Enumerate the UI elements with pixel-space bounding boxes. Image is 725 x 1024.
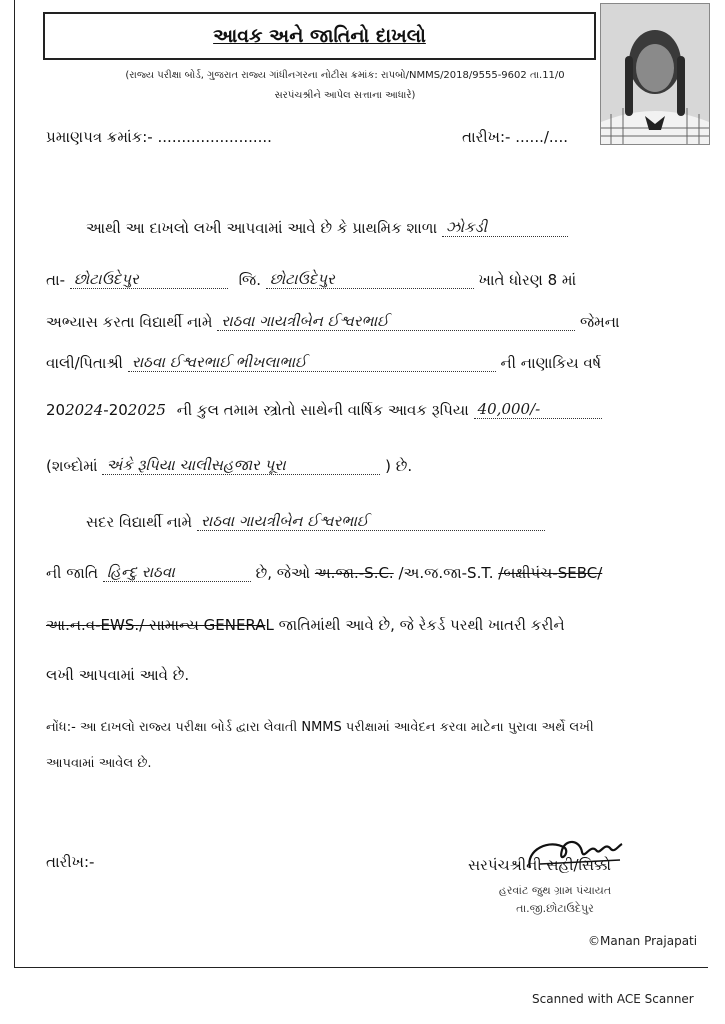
sarpanch-sign-label: સરપંચશ્રીની સહી/સિક્કો — [468, 856, 612, 874]
page-title: આવક અને જાતિનો દાખલો — [213, 25, 426, 47]
watermark-credit: ©Manan Prajapati — [588, 934, 698, 948]
scanner-label: Scanned with ACE Scanner — [532, 992, 694, 1006]
body-line-1 — [86, 218, 568, 237]
certificate-number-row — [46, 128, 272, 146]
student-name2-field: રાઠવા ગાયત્રીબેન ઈશ્વરભાઈ — [197, 512, 545, 531]
line1-text: આથી આ દાખલો લખી આપવામાં આવે છે કે પ્રાથમિક શાળા — [86, 219, 438, 237]
category-st: /અ.જ.જા-S.T. — [398, 564, 494, 582]
body-line-5 — [46, 400, 602, 419]
title-box — [43, 12, 596, 60]
body-line-8 — [46, 616, 565, 634]
income-amount-field: 40,000/- — [474, 400, 602, 419]
district-field: છોટાઉદેપુર — [266, 270, 474, 289]
body-line-words — [46, 456, 412, 475]
certificate-date-row — [462, 128, 568, 146]
line3-text: અભ્યાસ કરતા વિદ્યાર્થી નામે — [46, 313, 213, 331]
year-prefix-b: -20 — [103, 401, 128, 419]
footer-date-label: તારીખ:- — [46, 853, 95, 871]
guardian-name-field: રાઠવા ઈશ્વરભાઈ ભીખલાભાઈ — [128, 353, 496, 372]
category-sc: અ.જા.-S.C. — [314, 564, 394, 582]
year-prefix-a: 20 — [46, 401, 66, 419]
category-sebc: /બક્ષીપંચ-SEBC/ — [498, 564, 603, 582]
stamp-line-2: તા.જી.છોટાઉદેપુર — [516, 902, 594, 915]
taluka-field: છોટાઉદેપુર — [70, 270, 228, 289]
income-text: ની કુલ તમામ સ્ત્રોતો સાથેની વાર્ષિક આવક રૂપિયા — [176, 401, 469, 419]
student-name-field: રાઠવા ગાયત્રીબેન ઈશ્વરભાઈ — [217, 312, 575, 331]
category-general-suffix: L — [265, 616, 274, 634]
certificate-number-value: ........................ — [157, 128, 272, 146]
line8-tail: જાતિમાંથી આવે છે, જે રેકર્ડ પરથી ખાતરી કરીને — [278, 616, 565, 634]
certificate-date-value: ....../.... — [515, 128, 568, 146]
category-ews: આ.ન.વ-EWS. — [46, 616, 140, 634]
district-label: જિ. — [238, 271, 261, 289]
body-line-6 — [86, 512, 545, 531]
body-line-2 — [46, 270, 576, 289]
caste-mid: છે, જેઓ — [255, 564, 311, 582]
caste-label: ની જાતિ — [46, 564, 99, 582]
subtitle-line-2: સરપંચશ્રીને આપેલ સત્તાના આધારે) — [274, 90, 416, 101]
stamp-line-1: હરવાંટ જુથ ગ્રામ પંચાયત — [498, 884, 612, 897]
taluka-label: તા- — [46, 271, 66, 289]
words-label: (શબ્દોમાં — [46, 457, 98, 475]
guardian-label: વાલી/પિતાશ્રી — [46, 354, 123, 372]
words-tail: ) છે. — [385, 457, 413, 475]
note-line-2: આપવામાં આવેલ છે. — [46, 756, 152, 771]
note-line-1: નોંધ:- આ દાખલો રાજ્ય પરીક્ષા બોર્ડ દ્વારા લેવાતી NMMS પરીક્ષામાં આવેદન કરવા માટેના પુરાવા અર્થે લખી — [46, 720, 594, 735]
certificate-number-label: પ્રમાણપત્ર ક્રમાંક:- — [46, 128, 153, 146]
body-line-3 — [46, 312, 620, 331]
line2-tail: ખાતે ધોરણ 8 માં — [478, 271, 577, 289]
line3-tail: જેમના — [579, 313, 620, 331]
caste-field: હિન્દુ રાઠવા — [103, 563, 251, 582]
body-line-7 — [46, 563, 602, 582]
line6-text: સદર વિદ્યાર્થી નામે — [86, 513, 193, 531]
subtitle-line-1: (રાજ્ય પરીક્ષા બોર્ડ, ગુજરાત રાજ્ય ગાંધીનગરના નોટીસ ક્રમાંક: રાપબો/NMMS/2018/9555-9602 તા.11/0 — [125, 70, 565, 81]
school-field: ઝોકડી — [442, 218, 568, 237]
body-line-4 — [46, 353, 601, 372]
year-to: 2025 — [127, 401, 166, 419]
certificate-date-label: તારીખ:- — [462, 128, 511, 146]
category-general: / સામાન્ય GENERA — [139, 616, 266, 634]
year-from: 2024 — [65, 401, 104, 419]
financial-year-label: ની નાણાકિય વર્ષ — [500, 354, 602, 372]
body-line-9: લખી આપવામાં આવે છે. — [46, 666, 190, 684]
income-words-field: અંકે રૂપિયા ચાલીસહજાર પૂરા — [102, 456, 380, 475]
